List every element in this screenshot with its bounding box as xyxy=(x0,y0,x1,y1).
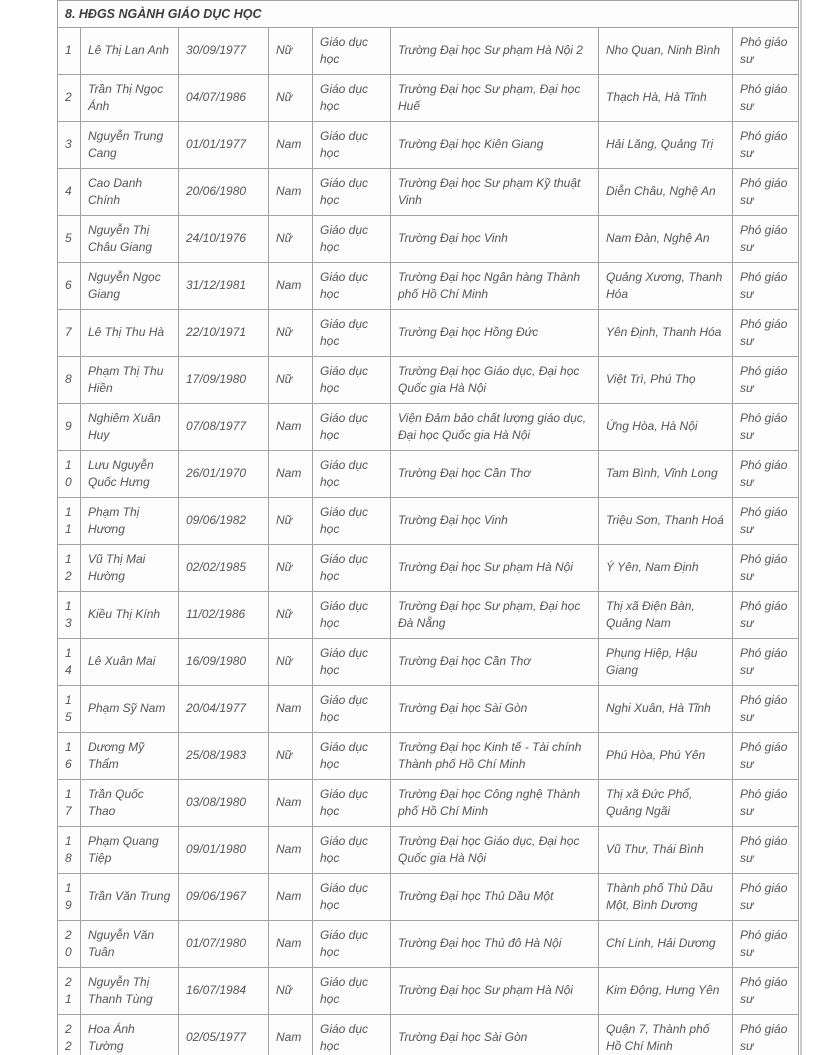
cell-hometown: Việt Trì, Phú Thọ xyxy=(599,357,733,404)
cell-institution: Trường Đại học Thủ Dầu Một xyxy=(391,874,599,921)
cell-row-number: 21 xyxy=(58,968,81,1015)
cell-title: Phó giáo sư xyxy=(733,310,799,357)
cell-gender: Nam xyxy=(269,263,313,310)
cell-row-number: 16 xyxy=(58,733,81,780)
cell-field: Giáo dục học xyxy=(313,498,391,545)
cell-row-number: 2 xyxy=(58,75,81,122)
cell-title: Phó giáo sư xyxy=(733,733,799,780)
cell-hometown: Quảng Xương, Thanh Hóa xyxy=(599,263,733,310)
cell-birthdate: 07/08/1977 xyxy=(179,404,269,451)
cell-institution: Trường Đại học Kiên Giang xyxy=(391,122,599,169)
cell-field: Giáo dục học xyxy=(313,357,391,404)
cell-birthdate: 16/09/1980 xyxy=(179,639,269,686)
table-row xyxy=(58,263,799,310)
cell-gender: Nữ xyxy=(269,357,313,404)
cell-title: Phó giáo sư xyxy=(733,263,799,310)
cell-title: Phó giáo sư xyxy=(733,968,799,1015)
cell-institution: Trường Đại học Giáo dục, Đại học Quốc gia Hà Nội xyxy=(391,357,599,404)
table-row xyxy=(58,451,799,498)
cell-row-number: 12 xyxy=(58,545,81,592)
cell-field: Giáo dục học xyxy=(313,310,391,357)
cell-hometown: Yên Định, Thanh Hóa xyxy=(599,310,733,357)
cell-field: Giáo dục học xyxy=(313,639,391,686)
cell-birthdate: 02/05/1977 xyxy=(179,1015,269,1055)
cell-birthdate: 26/01/1970 xyxy=(179,451,269,498)
cell-birthdate: 01/07/1980 xyxy=(179,921,269,968)
table-row xyxy=(58,780,799,827)
cell-gender: Nữ xyxy=(269,639,313,686)
cell-name: Lê Xuân Mai xyxy=(81,639,179,686)
cell-name: Trần Thị Ngọc Ánh xyxy=(81,75,179,122)
cell-institution: Trường Đại học Cần Thơ xyxy=(391,451,599,498)
table-row xyxy=(58,639,799,686)
cell-institution: Trường Đại học Giáo dục, Đại học Quốc gia Hà Nội xyxy=(391,827,599,874)
cell-title: Phó giáo sư xyxy=(733,122,799,169)
cell-field: Giáo dục học xyxy=(313,733,391,780)
content-right-divider xyxy=(800,0,802,1055)
table-row xyxy=(58,310,799,357)
cell-institution: Trường Đại học Sư phạm Hà Nội xyxy=(391,968,599,1015)
cell-title: Phó giáo sư xyxy=(733,216,799,263)
cell-name: Nguyễn Trung Cang xyxy=(81,122,179,169)
cell-gender: Nam xyxy=(269,921,313,968)
cell-row-number: 14 xyxy=(58,639,81,686)
cell-row-number: 7 xyxy=(58,310,81,357)
cell-title: Phó giáo sư xyxy=(733,780,799,827)
cell-row-number: 8 xyxy=(58,357,81,404)
cell-birthdate: 11/02/1986 xyxy=(179,592,269,639)
cell-name: Vũ Thị Mai Hường xyxy=(81,545,179,592)
cell-title: Phó giáo sư xyxy=(733,451,799,498)
cell-gender: Nữ xyxy=(269,28,313,75)
cell-field: Giáo dục học xyxy=(313,874,391,921)
cell-gender: Nam xyxy=(269,122,313,169)
table-row xyxy=(58,686,799,733)
cell-name: Phạm Sỹ Nam xyxy=(81,686,179,733)
cell-field: Giáo dục học xyxy=(313,921,391,968)
cell-institution: Viện Đảm bảo chất lượng giáo dục, Đại học Quốc gia Hà Nội xyxy=(391,404,599,451)
cell-field: Giáo dục học xyxy=(313,75,391,122)
cell-name: Nguyễn Ngọc Giang xyxy=(81,263,179,310)
cell-row-number: 1 xyxy=(58,28,81,75)
cell-birthdate: 09/06/1982 xyxy=(179,498,269,545)
cell-row-number: 13 xyxy=(58,592,81,639)
cell-name: Lê Thị Thu Hà xyxy=(81,310,179,357)
cell-name: Nguyễn Văn Tuân xyxy=(81,921,179,968)
cell-name: Kiều Thị Kính xyxy=(81,592,179,639)
table-row xyxy=(58,733,799,780)
cell-hometown: Hải Lăng, Quảng Trị xyxy=(599,122,733,169)
cell-name: Nguyễn Thị Thanh Tùng xyxy=(81,968,179,1015)
cell-birthdate: 03/08/1980 xyxy=(179,780,269,827)
cell-row-number: 22 xyxy=(58,1015,81,1055)
cell-hometown: Thành phố Thủ Dầu Một, Bình Dương xyxy=(599,874,733,921)
cell-field: Giáo dục học xyxy=(313,169,391,216)
cell-name: Cao Danh Chính xyxy=(81,169,179,216)
cell-row-number: 17 xyxy=(58,780,81,827)
cell-gender: Nữ xyxy=(269,75,313,122)
cell-gender: Nữ xyxy=(269,310,313,357)
cell-field: Giáo dục học xyxy=(313,216,391,263)
cell-title: Phó giáo sư xyxy=(733,75,799,122)
cell-institution: Trường Đại học Sài Gòn xyxy=(391,1015,599,1055)
cell-row-number: 6 xyxy=(58,263,81,310)
cell-field: Giáo dục học xyxy=(313,545,391,592)
cell-name: Lê Thị Lan Anh xyxy=(81,28,179,75)
cell-institution: Trường Đại học Sư phạm Hà Nội 2 xyxy=(391,28,599,75)
cell-hometown: Kim Động, Hưng Yên xyxy=(599,968,733,1015)
cell-row-number: 5 xyxy=(58,216,81,263)
table-row xyxy=(58,122,799,169)
cell-title: Phó giáo sư xyxy=(733,827,799,874)
cell-name: Hoa Ánh Tường xyxy=(81,1015,179,1055)
cell-birthdate: 24/10/1976 xyxy=(179,216,269,263)
cell-gender: Nam xyxy=(269,404,313,451)
cell-field: Giáo dục học xyxy=(313,827,391,874)
table-row xyxy=(58,592,799,639)
cell-title: Phó giáo sư xyxy=(733,404,799,451)
cell-field: Giáo dục học xyxy=(313,404,391,451)
cell-title: Phó giáo sư xyxy=(733,921,799,968)
section-header-row xyxy=(58,1,799,28)
cell-name: Trần Quốc Thao xyxy=(81,780,179,827)
table-row xyxy=(58,404,799,451)
cell-field: Giáo dục học xyxy=(313,451,391,498)
cell-name: Dương Mỹ Thẩm xyxy=(81,733,179,780)
table-row xyxy=(58,75,799,122)
cell-birthdate: 30/09/1977 xyxy=(179,28,269,75)
cell-gender: Nam xyxy=(269,874,313,921)
cell-institution: Trường Đại học Vinh xyxy=(391,498,599,545)
cell-row-number: 18 xyxy=(58,827,81,874)
cell-birthdate: 17/09/1980 xyxy=(179,357,269,404)
table-row xyxy=(58,921,799,968)
cell-row-number: 4 xyxy=(58,169,81,216)
cell-birthdate: 25/08/1983 xyxy=(179,733,269,780)
cell-hometown: Nho Quan, Ninh Bình xyxy=(599,28,733,75)
cell-row-number: 3 xyxy=(58,122,81,169)
cell-institution: Trường Đại học Cần Thơ xyxy=(391,639,599,686)
cell-institution: Trường Đại học Sư phạm Kỹ thuật Vinh xyxy=(391,169,599,216)
cell-gender: Nam xyxy=(269,1015,313,1055)
cell-gender: Nữ xyxy=(269,498,313,545)
cell-field: Giáo dục học xyxy=(313,686,391,733)
cell-birthdate: 09/01/1980 xyxy=(179,827,269,874)
cell-hometown: Triệu Sơn, Thanh Hoá xyxy=(599,498,733,545)
cell-title: Phó giáo sư xyxy=(733,874,799,921)
cell-gender: Nam xyxy=(269,451,313,498)
cell-gender: Nam xyxy=(269,827,313,874)
cell-birthdate: 22/10/1971 xyxy=(179,310,269,357)
cell-gender: Nữ xyxy=(269,216,313,263)
section-title: 8. HĐGS NGÀNH GIÁO DỤC HỌC xyxy=(58,1,799,28)
cell-hometown: Ý Yên, Nam Định xyxy=(599,545,733,592)
cell-row-number: 9 xyxy=(58,404,81,451)
cell-title: Phó giáo sư xyxy=(733,639,799,686)
cell-gender: Nữ xyxy=(269,592,313,639)
table-row xyxy=(58,874,799,921)
cell-name: Nghiêm Xuân Huy xyxy=(81,404,179,451)
table-row xyxy=(58,1015,799,1055)
council-members-table xyxy=(57,0,799,1055)
cell-birthdate: 16/07/1984 xyxy=(179,968,269,1015)
cell-row-number: 11 xyxy=(58,498,81,545)
cell-gender: Nữ xyxy=(269,545,313,592)
cell-title: Phó giáo sư xyxy=(733,592,799,639)
table-row xyxy=(58,827,799,874)
cell-institution: Trường Đại học Sư phạm Hà Nội xyxy=(391,545,599,592)
cell-institution: Trường Đại học Vinh xyxy=(391,216,599,263)
cell-hometown: Thị xã Đức Phổ, Quảng Ngãi xyxy=(599,780,733,827)
cell-birthdate: 20/06/1980 xyxy=(179,169,269,216)
cell-institution: Trường Đại học Kinh tế - Tài chính Thành phố Hồ Chí Minh xyxy=(391,733,599,780)
cell-field: Giáo dục học xyxy=(313,592,391,639)
cell-title: Phó giáo sư xyxy=(733,686,799,733)
cell-field: Giáo dục học xyxy=(313,780,391,827)
cell-birthdate: 04/07/1986 xyxy=(179,75,269,122)
cell-row-number: 20 xyxy=(58,921,81,968)
cell-title: Phó giáo sư xyxy=(733,498,799,545)
cell-birthdate: 01/01/1977 xyxy=(179,122,269,169)
table-row xyxy=(58,545,799,592)
cell-institution: Trường Đại học Ngân hàng Thành phố Hồ Chí Minh xyxy=(391,263,599,310)
table-row xyxy=(58,968,799,1015)
cell-birthdate: 31/12/1981 xyxy=(179,263,269,310)
cell-hometown: Chí Linh, Hải Dương xyxy=(599,921,733,968)
cell-hometown: Diễn Châu, Nghệ An xyxy=(599,169,733,216)
cell-birthdate: 09/06/1967 xyxy=(179,874,269,921)
cell-birthdate: 20/04/1977 xyxy=(179,686,269,733)
cell-gender: Nam xyxy=(269,780,313,827)
cell-institution: Trường Đại học Sài Gòn xyxy=(391,686,599,733)
cell-row-number: 15 xyxy=(58,686,81,733)
cell-institution: Trường Đại học Sư phạm, Đại học Đà Nẵng xyxy=(391,592,599,639)
cell-name: Trần Văn Trung xyxy=(81,874,179,921)
cell-field: Giáo dục học xyxy=(313,1015,391,1055)
cell-hometown: Vũ Thư, Thái Bình xyxy=(599,827,733,874)
cell-title: Phó giáo sư xyxy=(733,357,799,404)
cell-hometown: Ứng Hòa, Hà Nội xyxy=(599,404,733,451)
cell-row-number: 19 xyxy=(58,874,81,921)
cell-name: Nguyễn Thị Châu Giang xyxy=(81,216,179,263)
cell-hometown: Nam Đàn, Nghệ An xyxy=(599,216,733,263)
cell-title: Phó giáo sư xyxy=(733,1015,799,1055)
cell-birthdate: 02/02/1985 xyxy=(179,545,269,592)
cell-title: Phó giáo sư xyxy=(733,169,799,216)
table-row xyxy=(58,169,799,216)
cell-gender: Nam xyxy=(269,169,313,216)
cell-name: Phạm Quang Tiệp xyxy=(81,827,179,874)
cell-hometown: Tam Bình, Vĩnh Long xyxy=(599,451,733,498)
cell-hometown: Phụng Hiệp, Hậu Giang xyxy=(599,639,733,686)
cell-hometown: Nghi Xuân, Hà Tĩnh xyxy=(599,686,733,733)
cell-institution: Trường Đại học Hồng Đức xyxy=(391,310,599,357)
cell-field: Giáo dục học xyxy=(313,122,391,169)
table-row xyxy=(58,28,799,75)
cell-gender: Nam xyxy=(269,686,313,733)
cell-gender: Nữ xyxy=(269,733,313,780)
cell-title: Phó giáo sư xyxy=(733,28,799,75)
cell-field: Giáo dục học xyxy=(313,28,391,75)
cell-hometown: Thạch Hà, Hà Tĩnh xyxy=(599,75,733,122)
cell-hometown: Thị xã Điện Bàn, Quảng Nam xyxy=(599,592,733,639)
table-row xyxy=(58,498,799,545)
cell-institution: Trường Đại học Thủ đô Hà Nội xyxy=(391,921,599,968)
cell-field: Giáo dục học xyxy=(313,968,391,1015)
table-row xyxy=(58,357,799,404)
cell-field: Giáo dục học xyxy=(313,263,391,310)
cell-row-number: 10 xyxy=(58,451,81,498)
table-row xyxy=(58,216,799,263)
cell-hometown: Phú Hòa, Phú Yên xyxy=(599,733,733,780)
cell-name: Phạm Thị Thu Hiền xyxy=(81,357,179,404)
cell-gender: Nữ xyxy=(269,968,313,1015)
cell-institution: Trường Đại học Công nghệ Thành phố Hồ Chí Minh xyxy=(391,780,599,827)
cell-institution: Trường Đại học Sư phạm, Đại học Huế xyxy=(391,75,599,122)
cell-hometown: Quận 7, Thành phố Hồ Chí Minh xyxy=(599,1015,733,1055)
cell-name: Phạm Thị Hương xyxy=(81,498,179,545)
cell-name: Lưu Nguyễn Quốc Hưng xyxy=(81,451,179,498)
cell-title: Phó giáo sư xyxy=(733,545,799,592)
